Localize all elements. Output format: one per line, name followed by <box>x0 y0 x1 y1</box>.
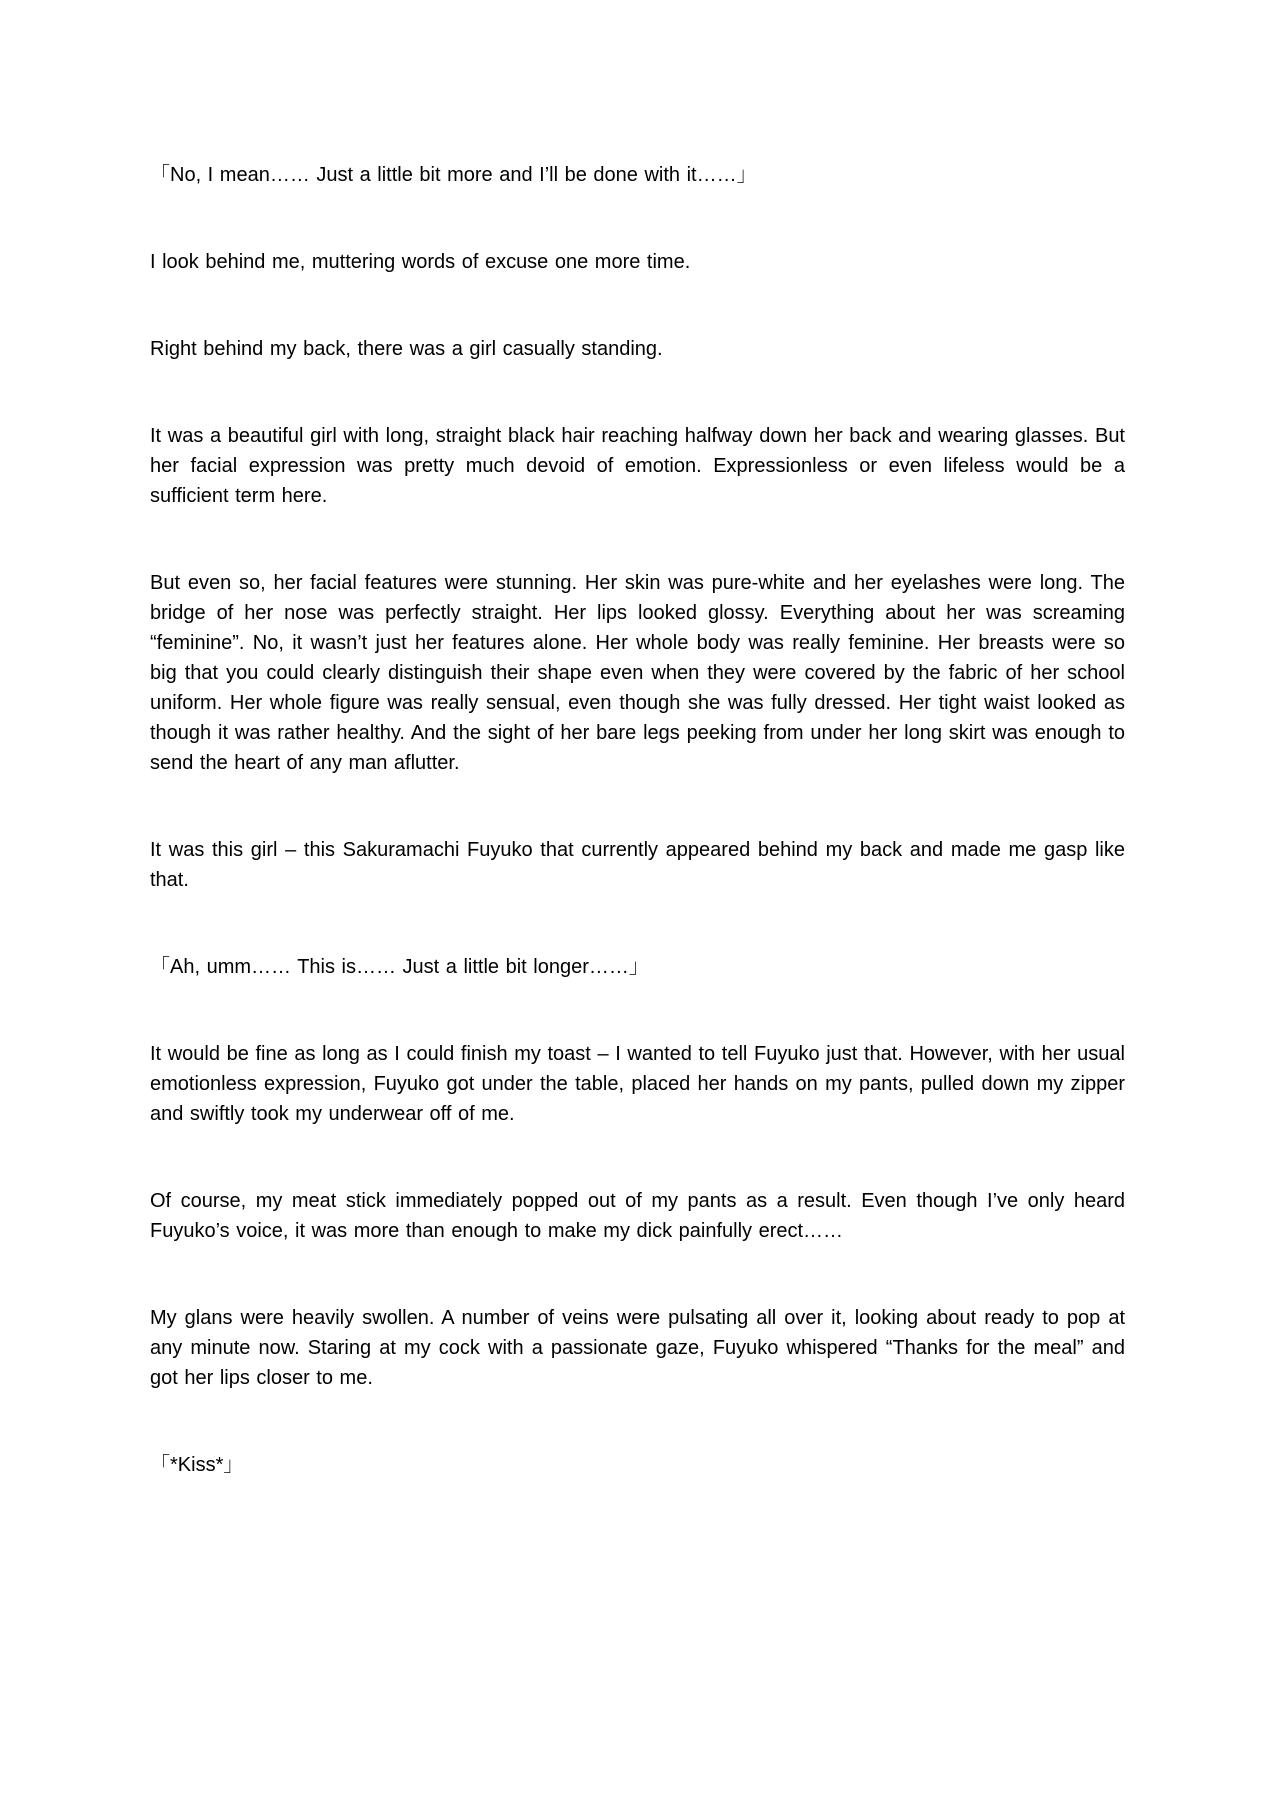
dialogue-line: 「No, I mean…… Just a little bit more and I’ll be done with it……」 <box>150 164 757 186</box>
narration-paragraph: Right behind my back, there was a girl casually standing. <box>150 338 663 360</box>
narration-paragraph: It was a beautiful girl with long, straight black hair reaching halfway down her back and wearing glasses. But her facial expression was pretty much devoid of emotion. Expressionless or even lifeless would be a sufficient term here. <box>150 425 1125 507</box>
narration-paragraph: It was this girl – this Sakuramachi Fuyuko that currently appeared behind my back and made me gasp like that. <box>150 839 1125 891</box>
narration-paragraph: But even so, her facial features were stunning. Her skin was pure-white and her eyelashes were long. The bridge of her nose was perfectly straight. Her lips looked glossy. Everything about her was screaming “feminine”. No, it wasn’t just her features alone. Her whole body was really feminine. Her breasts were so big that you could clearly distinguish their shape even when they were covered by the fabric of her school uniform. Her whole figure was really sensual, even though she was fully dressed. Her tight waist looked as though it was rather healthy. And the sight of her bare legs peeking from under her long skirt was enough to send the heart of any man aflutter. <box>150 572 1125 774</box>
dialogue-line: 「Ah, umm…… This is…… Just a little bit longer……」 <box>150 956 649 978</box>
narration-paragraph: Of course, my meat stick immediately popped out of my pants as a result. Even though I’ve only heard Fuyuko’s voice, it was more than enough to make my dick painfully erect…… <box>150 1190 1125 1242</box>
narration-paragraph: I look behind me, muttering words of excuse one more time. <box>150 251 691 273</box>
dialogue-line: 「*Kiss*」 <box>150 1454 244 1476</box>
narration-paragraph: My glans were heavily swollen. A number of veins were pulsating all over it, looking about ready to pop at any minute now. Staring at my cock with a passionate gaze, Fuyuko whispered “Thanks for the meal” and got her lips closer to me. <box>150 1307 1125 1389</box>
text-block <box>150 160 1125 1480</box>
narration-paragraph: It would be fine as long as I could finish my toast – I wanted to tell Fuyuko just that. However, with her usual emotionless expression, Fuyuko got under the table, placed her hands on my pants, pulled down my zipper and swiftly took my underwear off of me. <box>150 1043 1125 1125</box>
